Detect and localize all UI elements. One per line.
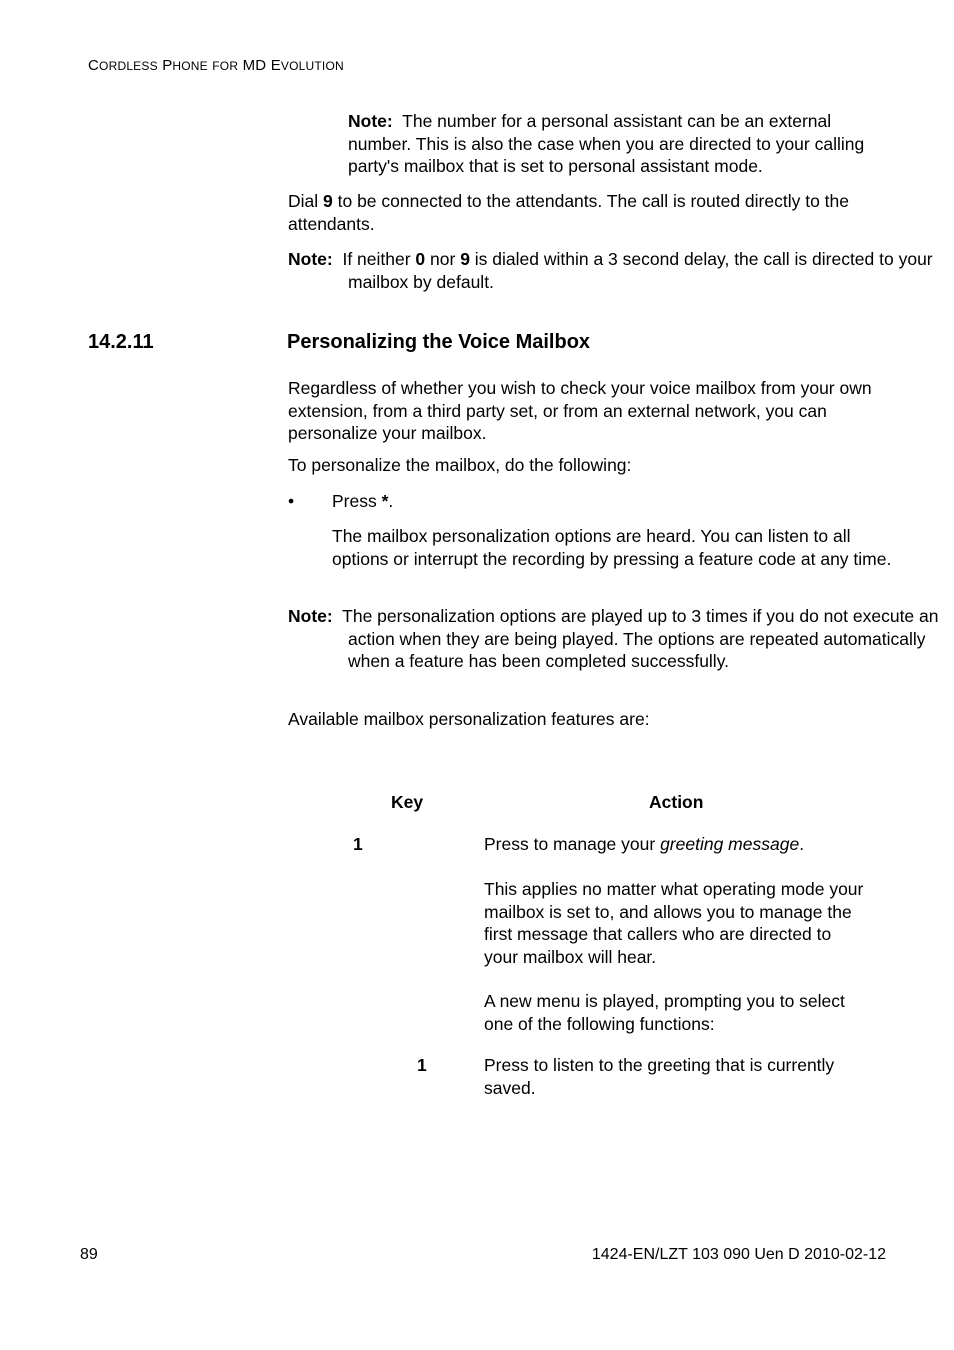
available-features-paragraph: Available mailbox personalization features are:	[288, 709, 650, 729]
table-row-key: 1	[353, 834, 363, 854]
table-row-action-detail: This applies no matter what operating mode your mailbox is set to, and allows you to manage the first message that callers who are directed to your mailbox will hear.	[484, 879, 864, 967]
instruction-paragraph: To personalize the mailbox, do the following:	[288, 455, 632, 475]
section-title: Personalizing the Voice Mailbox	[287, 331, 591, 353]
bullet-press-star: Press *.	[332, 491, 394, 511]
table-subrow-action: Press to listen to the greeting that is currently saved.	[484, 1055, 835, 1098]
note-personal-assistant: Note: The number for a personal assistant can be an external number. This is also the case when you are directed to your calling party's mailbox that is set to personal assistant mode.	[348, 111, 865, 176]
note-label: Note:	[348, 111, 393, 131]
bullet-symbol: •	[288, 491, 295, 511]
table-header-key: Key	[391, 792, 424, 812]
intro-paragraph: Regardless of whether you wish to check your voice mailbox from your own extension, from a third party set, or from an external network, you can personalize your mailbox.	[288, 378, 872, 443]
note-default-mailbox: Note: If neither 0 nor 9 is dialed within a 3 second delay, the call is directed to your mailbox by default.	[288, 249, 933, 292]
bullet-description: The mailbox personalization options are heard. You can listen to all options or interrupt the recording by pressing a feature code at any time.	[332, 526, 892, 569]
page-number: 89	[80, 1246, 98, 1263]
table-subrow-key: 1	[417, 1055, 427, 1075]
table-row-action: Press to manage your greeting message.	[484, 834, 805, 854]
note-label: Note:	[288, 606, 333, 626]
note-label: Note:	[288, 249, 333, 269]
document-id: 1424-EN/LZT 103 090 Uen D 2010-02-12	[591, 1246, 886, 1263]
table-header-action: Action	[649, 792, 704, 812]
section-number: 14.2.11	[88, 331, 154, 353]
running-header: CORDLESS PHONE FOR MD EVOLUTION	[88, 57, 344, 74]
note-replay-options: Note: The personalization options are played up to 3 times if you do not execute an action when they are being played. The options are repeated automatically when a feature has been completed successfully.	[288, 606, 939, 671]
table-row-action-menu: A new menu is played, prompting you to select one of the following functions:	[484, 991, 845, 1034]
dial-attendants-paragraph: Dial 9 to be connected to the attendants. The call is routed directly to the attendants.	[288, 191, 849, 234]
